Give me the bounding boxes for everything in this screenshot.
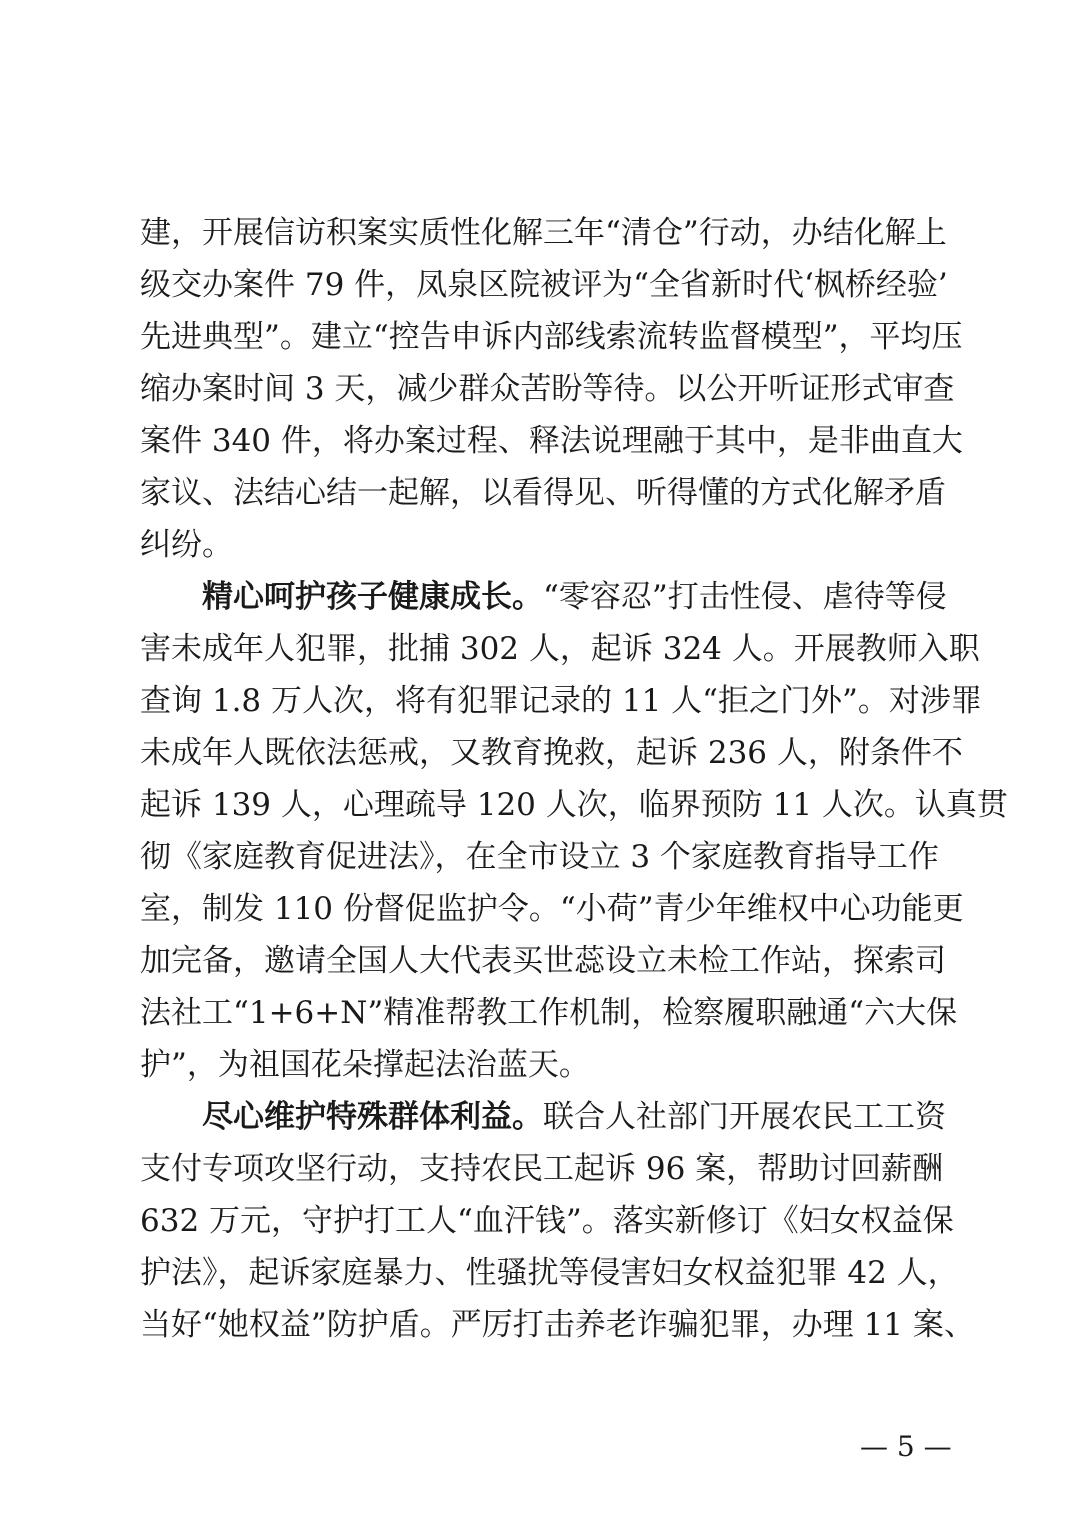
text-line: 先进典型”。建立“控告申诉内部线索流转监督模型”，平均压 — [140, 319, 963, 355]
text-line: 室，制发 110 份督促监护令。“小荷”青少年维权中心功能更 — [140, 891, 964, 927]
text-line: 纠纷。 — [140, 527, 233, 563]
text-line: 未成年人既依法惩戒，又教育挽救，起诉 236 人，附条件不 — [140, 735, 963, 771]
text-line: 级交办案件 79 件，凤泉区院被评为“全省新时代‘枫桥经验’ — [140, 267, 948, 303]
section-heading: 精心呵护孩子健康成长。 — [202, 579, 543, 615]
text-line — [202, 577, 947, 617]
text-line: 案件 340 件，将办案过程、释法说理融于其中，是非曲直大 — [140, 423, 963, 459]
section-heading: 尽心维护特殊群体利益。 — [202, 1099, 543, 1135]
text-line: 起诉 139 人，心理疏导 120 人次，临界预防 11 人次。认真贯 — [140, 787, 1008, 823]
text-line: 当好“她权益”防护盾。严厉打击养老诈骗犯罪，办理 11 案、 — [140, 1307, 975, 1343]
text-line: 查询 1.8 万人次，将有犯罪记录的 11 人“拒之门外”。对涉罪 — [140, 683, 982, 719]
text-line: 法社工“1+6+N”精准帮教工作机制，检察履职融通“六大保 — [140, 995, 958, 1031]
text-line: 家议、法结心结一起解，以看得见、听得懂的方式化解矛盾 — [140, 475, 946, 511]
text-line — [202, 1097, 946, 1137]
text-line: 缩办案时间 3 天，减少群众苦盼等待。以公开听证形式审查 — [140, 371, 955, 407]
page-number: — 5 — — [860, 1430, 952, 1463]
text-span: “零容忍”打击性侵、虐待等侵 — [543, 579, 947, 615]
text-line: 支付专项攻坚行动，支持农民工起诉 96 案，帮助讨回薪酬 — [140, 1151, 944, 1187]
text-line: 建，开展信访积案实质性化解三年“清仓”行动，办结化解上 — [140, 215, 947, 251]
text-line: 护法》，起诉家庭暴力、性骚扰等侵害妇女权益犯罪 42 人， — [140, 1255, 959, 1291]
text-line: 害未成年人犯罪，批捕 302 人，起诉 324 人。开展教师入职 — [140, 631, 980, 667]
text-span: 联合人社部门开展农民工工资 — [543, 1099, 946, 1135]
text-line: 彻《家庭教育促进法》，在全市设立 3 个家庭教育指导工作 — [140, 839, 939, 875]
text-line: 632 万元，守护打工人“血汗钱”。落实新修订《妇女权益保 — [140, 1203, 954, 1239]
text-line: 加完备，邀请全国人大代表买世蕊设立未检工作站，探索司 — [140, 943, 946, 979]
text-line: 护”，为祖国花朵撑起法治蓝天。 — [140, 1047, 590, 1083]
